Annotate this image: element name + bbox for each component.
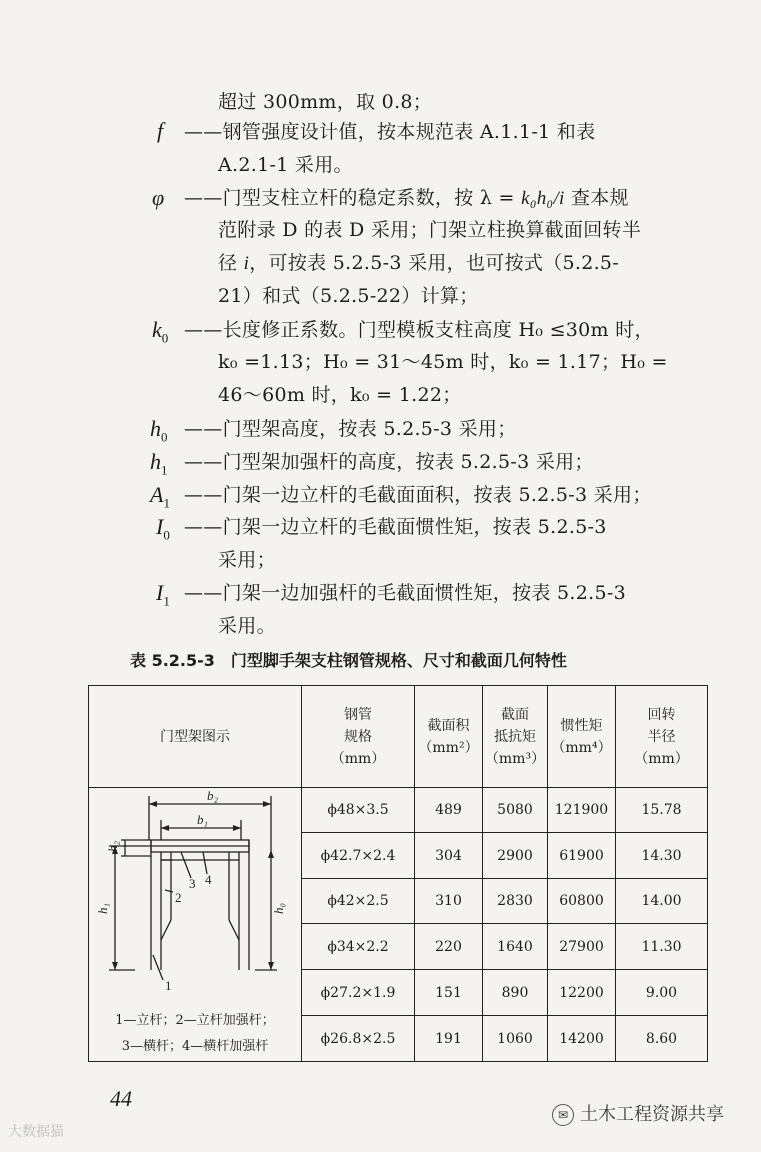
watermark-right: ✉ 土木工程资源共享 — [552, 1100, 724, 1126]
symbol-k0: $k_0$ — [152, 317, 169, 346]
cell-inertia: 121900 — [548, 788, 616, 833]
portal-frame-diagram-cell — [89, 788, 302, 1062]
spec-table — [88, 685, 708, 1062]
symbol-I0: $I_0$ — [156, 514, 170, 543]
formula: k₀h₀/i — [521, 188, 565, 209]
cell-spec: ϕ42.7×2.4 — [302, 833, 415, 879]
cell-radius: 9.00 — [616, 970, 708, 1016]
cell-inertia: 61900 — [548, 833, 616, 879]
page-number: 44 — [110, 1086, 132, 1111]
cell-area: 489 — [415, 788, 483, 833]
table-row — [89, 788, 708, 833]
cell-radius: 8.60 — [616, 1016, 708, 1062]
cell-area: 310 — [415, 879, 483, 924]
cell-radius: 14.00 — [616, 879, 708, 924]
text-line: 采用。 — [218, 615, 276, 637]
symbol-h1: $h_1$ — [150, 449, 168, 478]
label-b1: b₁ — [197, 812, 209, 827]
cell-modulus: 1060 — [483, 1016, 548, 1062]
text-line: 超过 300mm，取 0.8； — [218, 91, 433, 113]
cell-spec: ϕ42×2.5 — [302, 879, 415, 924]
cell-area: 220 — [415, 924, 483, 970]
symbol-I1: $I_1$ — [156, 580, 170, 609]
diagram-legend-1: 1—立杆；2—立杆加强杆； — [115, 1013, 275, 1028]
text-line: 范附录 D 的表 D 采用；门架立柱换算截面回转半 — [218, 219, 642, 241]
cell-spec: ϕ26.8×2.5 — [302, 1016, 415, 1062]
text-line: ——长度修正系数。门型模板支柱高度 H₀ ≤30m 时， — [184, 319, 654, 341]
header-diagram: 门型架图示 — [89, 686, 302, 788]
table-caption: 表 5.2.5-3 门型脚手架支柱钢管规格、尺寸和截面几何特性 — [130, 651, 567, 670]
label-h2: h₂ — [105, 840, 120, 852]
label-2: 2 — [175, 890, 182, 905]
text-line: 采用； — [218, 549, 276, 571]
cell-spec: ϕ27.2×1.9 — [302, 970, 415, 1016]
cell-modulus: 890 — [483, 970, 548, 1016]
header-spec: 钢管 规格 （mm） — [302, 686, 415, 788]
text-line: 46～60m 时，k₀ = 1.22； — [218, 384, 462, 406]
text-line: ——门型架高度，按表 5.2.5-3 采用； — [184, 418, 517, 440]
text-line: 径 i，可按表 5.2.5-3 采用，也可按式（5.2.5- — [218, 252, 620, 274]
symbol-f: f — [157, 118, 164, 143]
cell-modulus: 2830 — [483, 879, 548, 924]
cell-inertia: 60800 — [548, 879, 616, 924]
wechat-icon: ✉ — [552, 1104, 574, 1126]
label-h0: h₀ — [271, 902, 286, 914]
cell-modulus: 2900 — [483, 833, 548, 879]
text-line: ——门架一边立杆的毛截面面积，按表 5.2.5-3 采用； — [184, 484, 652, 506]
table-header-row — [89, 686, 708, 788]
diagram-legend-2: 3—横杆；4—横杆加强杆 — [121, 1039, 269, 1054]
cell-spec: ϕ34×2.2 — [302, 924, 415, 970]
symbol-A1: $A_1$ — [150, 482, 170, 511]
header-area: 截面积 （mm²） — [415, 686, 483, 788]
cell-area: 304 — [415, 833, 483, 879]
text-line: 21）和式（5.2.5-22）计算； — [218, 285, 479, 307]
header-radius: 回转 半径 （mm） — [616, 686, 708, 788]
header-modulus: 截面 抵抗矩 （mm³） — [483, 686, 548, 788]
cell-modulus: 1640 — [483, 924, 548, 970]
symbol-phi: φ — [152, 185, 165, 210]
cell-spec: ϕ48×3.5 — [302, 788, 415, 833]
cell-modulus: 5080 — [483, 788, 548, 833]
text-line: A.2.1-1 采用。 — [218, 154, 353, 176]
cell-radius: 14.30 — [616, 833, 708, 879]
cell-area: 191 — [415, 1016, 483, 1062]
label-4: 4 — [205, 872, 212, 887]
text-line: ——门架一边立杆的毛截面惯性矩，按表 5.2.5-3 — [184, 516, 607, 538]
text-line: k₀ =1.13；H₀ = 31～45m 时，k₀ = 1.17；H₀ = — [218, 351, 668, 373]
cell-radius: 11.30 — [616, 924, 708, 970]
label-1: 1 — [165, 978, 172, 993]
label-h1: h₁ — [95, 902, 110, 914]
cell-inertia: 12200 — [548, 970, 616, 1016]
cell-area: 151 — [415, 970, 483, 1016]
cell-inertia: 14200 — [548, 1016, 616, 1062]
text-line: ——门型架加强杆的高度，按表 5.2.5-3 采用； — [184, 451, 594, 473]
text-line: ——门型支柱立杆的稳定系数，按 λ = k₀h₀/i 查本规 — [184, 187, 629, 209]
text-line: ——门架一边加强杆的毛截面惯性矩，按表 5.2.5-3 — [184, 582, 626, 604]
label-b2: b₂ — [207, 790, 219, 803]
header-inertia: 惯性矩 （mm⁴） — [548, 686, 616, 788]
cell-radius: 15.78 — [616, 788, 708, 833]
text-line: ——钢管强度设计值，按本规范表 A.1.1-1 和表 — [184, 121, 596, 143]
symbol-h0: $h_0$ — [150, 416, 168, 445]
watermark-left: 大数据猫 — [8, 1124, 64, 1140]
cell-inertia: 27900 — [548, 924, 616, 970]
label-3: 3 — [189, 876, 196, 891]
